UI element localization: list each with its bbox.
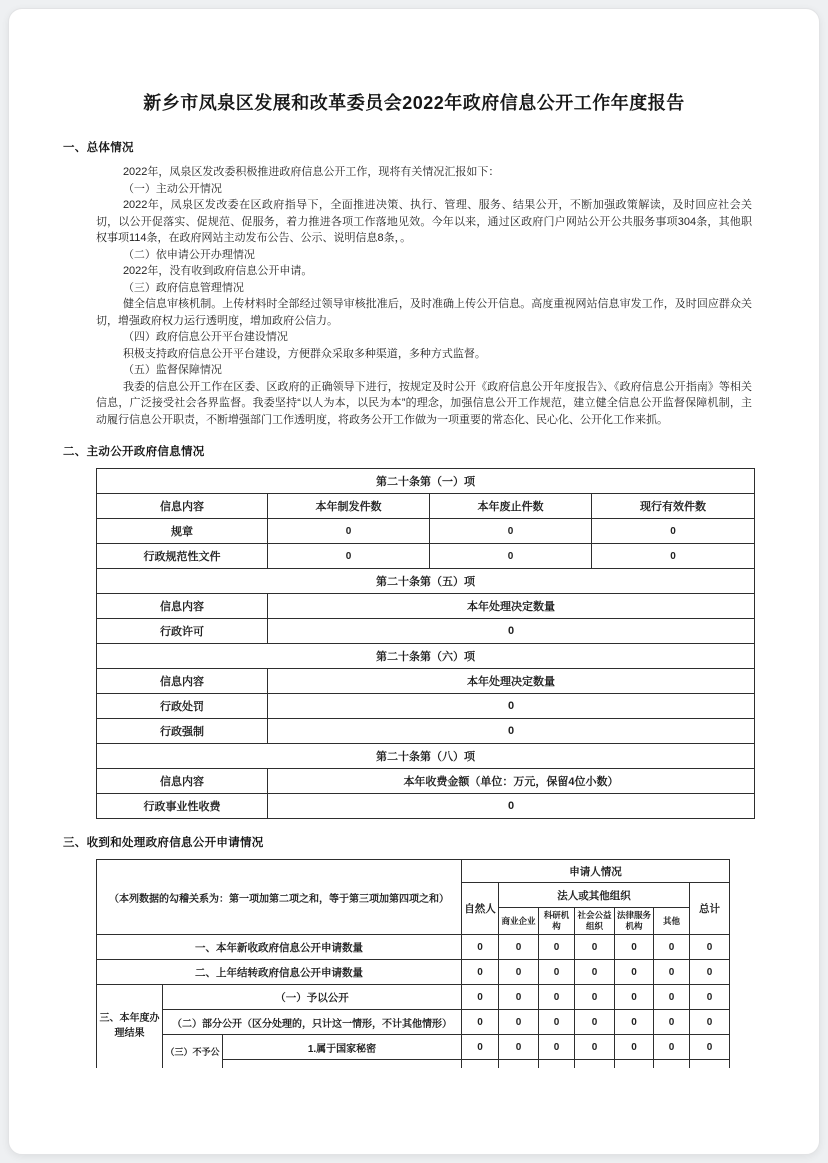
empty-cell — [690, 1060, 730, 1068]
label-cell: 行政事业性收费 — [97, 794, 268, 819]
label-cell: （一）予以公开 — [163, 985, 462, 1010]
table-row — [97, 619, 755, 644]
value-cell: 0 — [575, 1035, 615, 1060]
paragraph: 2022年，凤泉区发改委在区政府指导下，全面推进决策、执行、管理、服务、结果公开，不断加强政策解读，及时回应社会关切，以公开促落实、促规范、促服务，着力推进各项工作落地见效。今年以来，通过区政府门户网站公开公共服务事项304条，其他职权事项114条，在政府网站主动发布公告、公示、说明信息8条，。 — [96, 199, 752, 244]
table-row — [97, 469, 755, 494]
value-cell: 0 — [615, 1035, 654, 1060]
article-item-title: 第二十条第（五）项 — [97, 569, 755, 594]
label-cell: 行政处罚 — [97, 694, 268, 719]
sub-heading: （二）依申请公开办理情况 — [122, 248, 255, 261]
value-cell: 0 — [462, 1010, 499, 1035]
paragraph: 健全信息审核机制。上传材料时全部经过领导审核批准后，及时准确上传公开信息。高度重视网站信息审发工作，及时回应群众关切，增强政府权力运行透明度，增加政府公信力。 — [96, 298, 752, 327]
header-cell: 信息内容 — [97, 769, 268, 794]
sub-heading: （五）监督保障情况 — [122, 364, 222, 376]
value-cell: 0 — [690, 985, 730, 1010]
value-cell: 0 — [499, 935, 539, 960]
value-cell: 0 — [615, 1010, 654, 1035]
table-row — [97, 794, 755, 819]
paragraph: 2022年，凤泉区发改委积极推进政府信息公开工作，现将有关情况汇报如下： — [122, 166, 500, 178]
table-row — [97, 644, 755, 669]
value-cell: 0 — [499, 1010, 539, 1035]
empty-cell — [615, 1060, 654, 1068]
header-cell: 自然人 — [462, 883, 499, 935]
value-cell: 0 — [462, 985, 499, 1010]
document-page — [8, 8, 820, 1155]
table-row — [97, 860, 730, 883]
label-cell: （二）部分公开（区分处理的，只计这一情形，不计其他情形） — [163, 1010, 462, 1035]
value-cell: 0 — [690, 960, 730, 985]
table-row — [97, 719, 755, 744]
proactive-disclosure-table — [96, 468, 755, 819]
value-cell: 0 — [615, 960, 654, 985]
table-row — [97, 985, 730, 1010]
label-cell: 一、本年新收政府信息公开申请数量 — [97, 935, 462, 960]
value-cell: 0 — [539, 935, 575, 960]
header-cell: 法人或其他组织 — [499, 883, 690, 908]
value-cell: 0 — [499, 985, 539, 1010]
empty-cell — [539, 1060, 575, 1068]
header-cell: 信息内容 — [97, 594, 268, 619]
empty-cell — [499, 1060, 539, 1068]
value-cell: 0 — [268, 719, 755, 744]
table-row — [97, 669, 755, 694]
paragraph: 2022年，没有收到政府信息公开申请。 — [122, 265, 313, 277]
header-cell: 申请人情况 — [462, 860, 730, 883]
article-item-title: 第二十条第（六）项 — [97, 644, 755, 669]
value-cell: 0 — [654, 960, 690, 985]
table-row — [97, 494, 755, 519]
table-row — [97, 694, 755, 719]
result-group-label: 三、本年度办理结果 — [97, 985, 163, 1068]
application-handling-table — [96, 859, 730, 1068]
value-cell: 0 — [268, 694, 755, 719]
header-cell: 社会公益组织 — [575, 908, 615, 935]
value-cell: 0 — [615, 985, 654, 1010]
value-cell: 0 — [268, 544, 430, 569]
table-row — [97, 594, 755, 619]
empty-cell — [462, 1060, 499, 1068]
value-cell: 0 — [539, 1035, 575, 1060]
table-row — [97, 519, 755, 544]
table-row — [97, 769, 755, 794]
reconciliation-note: （本列数据的勾稽关系为：第一项加第二项之和，等于第三项加第四项之和） — [97, 860, 462, 935]
header-cell: 本年制发件数 — [268, 494, 430, 519]
table-row — [97, 1010, 730, 1035]
article-item-title: 第二十条第（一）项 — [97, 469, 755, 494]
header-cell: 本年收费金额（单位：万元，保留4位小数） — [268, 769, 755, 794]
table-row — [97, 544, 755, 569]
header-cell: 信息内容 — [97, 494, 268, 519]
value-cell: 0 — [575, 960, 615, 985]
label-cell: 行政规范性文件 — [97, 544, 268, 569]
header-cell: 其他 — [654, 908, 690, 935]
value-cell: 0 — [654, 935, 690, 960]
application-table-wrap — [96, 859, 752, 1068]
value-cell: 0 — [462, 935, 499, 960]
value-cell: 0 — [575, 1010, 615, 1035]
refuse-group-label: （三）不予公 — [163, 1035, 223, 1068]
value-cell: 0 — [690, 1035, 730, 1060]
label-cell: 1.属于国家秘密 — [223, 1035, 462, 1060]
label-cell: 二、上年结转政府信息公开申请数量 — [97, 960, 462, 985]
label-cell: 行政许可 — [97, 619, 268, 644]
label-cell: 规章 — [97, 519, 268, 544]
value-cell: 0 — [539, 1010, 575, 1035]
value-cell: 0 — [499, 960, 539, 985]
value-cell: 0 — [462, 960, 499, 985]
sub-heading: （四）政府信息公开平台建设情况 — [122, 331, 288, 343]
section3-heading: 三、收到和处理政府信息公开申请情况 — [63, 837, 264, 849]
value-cell: 0 — [654, 1010, 690, 1035]
header-cell: 法律服务机构 — [615, 908, 654, 935]
label-cell: 行政强制 — [97, 719, 268, 744]
empty-cell — [654, 1060, 690, 1068]
value-cell: 0 — [575, 985, 615, 1010]
table-row — [97, 935, 730, 960]
document-body — [63, 139, 752, 1068]
table-row — [97, 744, 755, 769]
header-cell: 总计 — [690, 883, 730, 935]
table-row — [97, 569, 755, 594]
table-row — [97, 960, 730, 985]
value-cell: 0 — [268, 794, 755, 819]
value-cell: 0 — [592, 519, 755, 544]
value-cell: 0 — [690, 935, 730, 960]
value-cell: 0 — [690, 1010, 730, 1035]
section2-heading: 二、主动公开政府信息情况 — [63, 446, 205, 458]
value-cell: 0 — [592, 544, 755, 569]
empty-cell — [223, 1060, 462, 1068]
header-cell: 科研机构 — [539, 908, 575, 935]
value-cell: 0 — [654, 985, 690, 1010]
header-cell: 现行有效件数 — [592, 494, 755, 519]
article-item-title: 第二十条第（八）项 — [97, 744, 755, 769]
value-cell: 0 — [268, 619, 755, 644]
header-cell: 商业企业 — [499, 908, 539, 935]
value-cell: 0 — [462, 1035, 499, 1060]
empty-cell — [575, 1060, 615, 1068]
document-title: 新乡市凤泉区发展和改革委员会2022年政府信息公开工作年度报告 — [143, 93, 685, 113]
value-cell: 0 — [430, 519, 592, 544]
sub-heading: （一）主动公开情况 — [122, 182, 222, 195]
value-cell: 0 — [499, 1035, 539, 1060]
value-cell: 0 — [615, 935, 654, 960]
value-cell: 0 — [654, 1035, 690, 1060]
header-cell: 本年废止件数 — [430, 494, 592, 519]
value-cell: 0 — [268, 519, 430, 544]
value-cell: 0 — [430, 544, 592, 569]
sub-heading: （三）政府信息管理情况 — [122, 281, 244, 294]
section1-heading: 一、总体情况 — [63, 142, 134, 154]
value-cell: 0 — [539, 960, 575, 985]
header-cell: 信息内容 — [97, 669, 268, 694]
value-cell: 0 — [575, 935, 615, 960]
header-cell: 本年处理决定数量 — [268, 669, 755, 694]
value-cell: 0 — [539, 985, 575, 1010]
paragraph: 积极支持政府信息公开平台建设，方便群众采取多种渠道，多种方式监督。 — [122, 347, 486, 360]
paragraph: 我委的信息公开工作在区委、区政府的正确领导下进行，按规定及时公开《政府信息公开年度报告》、《政府信息公开指南》等相关信息，广泛接受社会各界监督。我委坚持“以人为本，以民为本”的理念，加强信息公开工作规范，建立健全信息公开监督保障机制，主动履行信息公开职责，不断增强部门工作透明度，将政务公开工作做为一项重要的常态化、民心化、公开化工作来抓。 — [96, 380, 752, 426]
table-row — [97, 1035, 730, 1060]
header-cell: 本年处理决定数量 — [268, 594, 755, 619]
